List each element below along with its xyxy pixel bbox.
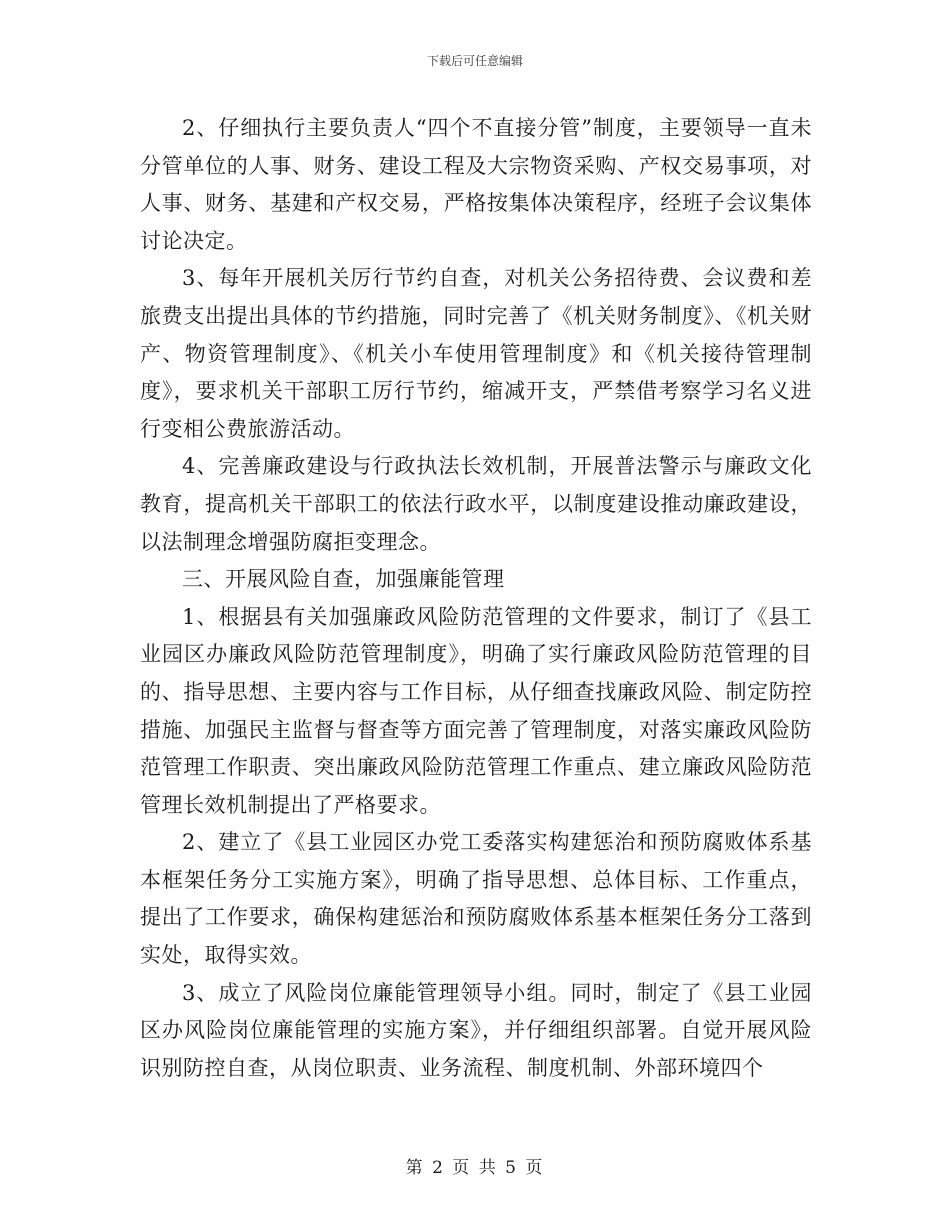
- document-body: [140, 110, 812, 1087]
- paragraph-3: 3、每年开展机关厉行节约自查，对机关公务招待费、会议费和差旅费支出提出具体的节约措施，同时完善了《机关财务制度》、《机关财产、物资管理制度》、《机关小车使用管理制度》和《机关接待管理制度》，要求机关干部职工厉行节约，缩减开支，严禁借考察学习名义进行变相公费旅游活动。: [140, 266, 812, 441]
- paragraph-2: 2、仔细执行主要负责人“四个不直接分管”制度，主要领导一直未分管单位的人事、财务、建设工程及大宗物资采购、产权交易事项，对人事、财务、基建和产权交易，严格按集体决策程序，经班子会议集体讨论决定。: [140, 116, 812, 253]
- page-header: 下载后可任意编辑: [426, 54, 523, 68]
- paragraph-section3-1: 1、根据县有关加强廉政风险防范管理的文件要求，制订了《县工业园区办廉政风险防范管理制度》，明确了实行廉政风险防范管理的目的、指导思想、主要内容与工作目标，从仔细查找廉政风险、制定防控措施、加强民主监督与督查等方面完善了管理制度，对落实廉政风险防范管理工作职责、突出廉政风险防范管理工作重点、建立廉政风险防范管理长效机制提出了严格要求。: [140, 604, 812, 817]
- page-footer: 第 2 页 共 5 页: [405, 1158, 545, 1178]
- paragraph-section3-2: 2、建立了《县工业园区办党工委落实构建惩治和预防腐败体系基本框架任务分工实施方案》，明确了指导思想、总体目标、工作重点，提出了工作要求，确保构建惩治和预防腐败体系基本框架任务分工落到实处，取得实效。: [140, 830, 812, 968]
- section-heading-3: 三、开展风险自查，加强廉能管理: [182, 567, 505, 592]
- paragraph-4: 4、完善廉政建设与行政执法长效机制，开展普法警示与廉政文化教育，提高机关干部职工的依法行政水平，以制度建设推动廉政建设，以法制理念增强防腐拒变理念。: [140, 454, 812, 554]
- paragraph-section3-3: 3、成立了风险岗位廉能管理领导小组。同时，制定了《县工业园区办风险岗位廉能管理的实施方案》，并仔细组织部署。自觉开展风险识别防控自查，从岗位职责、业务流程、制度机制、外部环境四个: [140, 980, 812, 1080]
